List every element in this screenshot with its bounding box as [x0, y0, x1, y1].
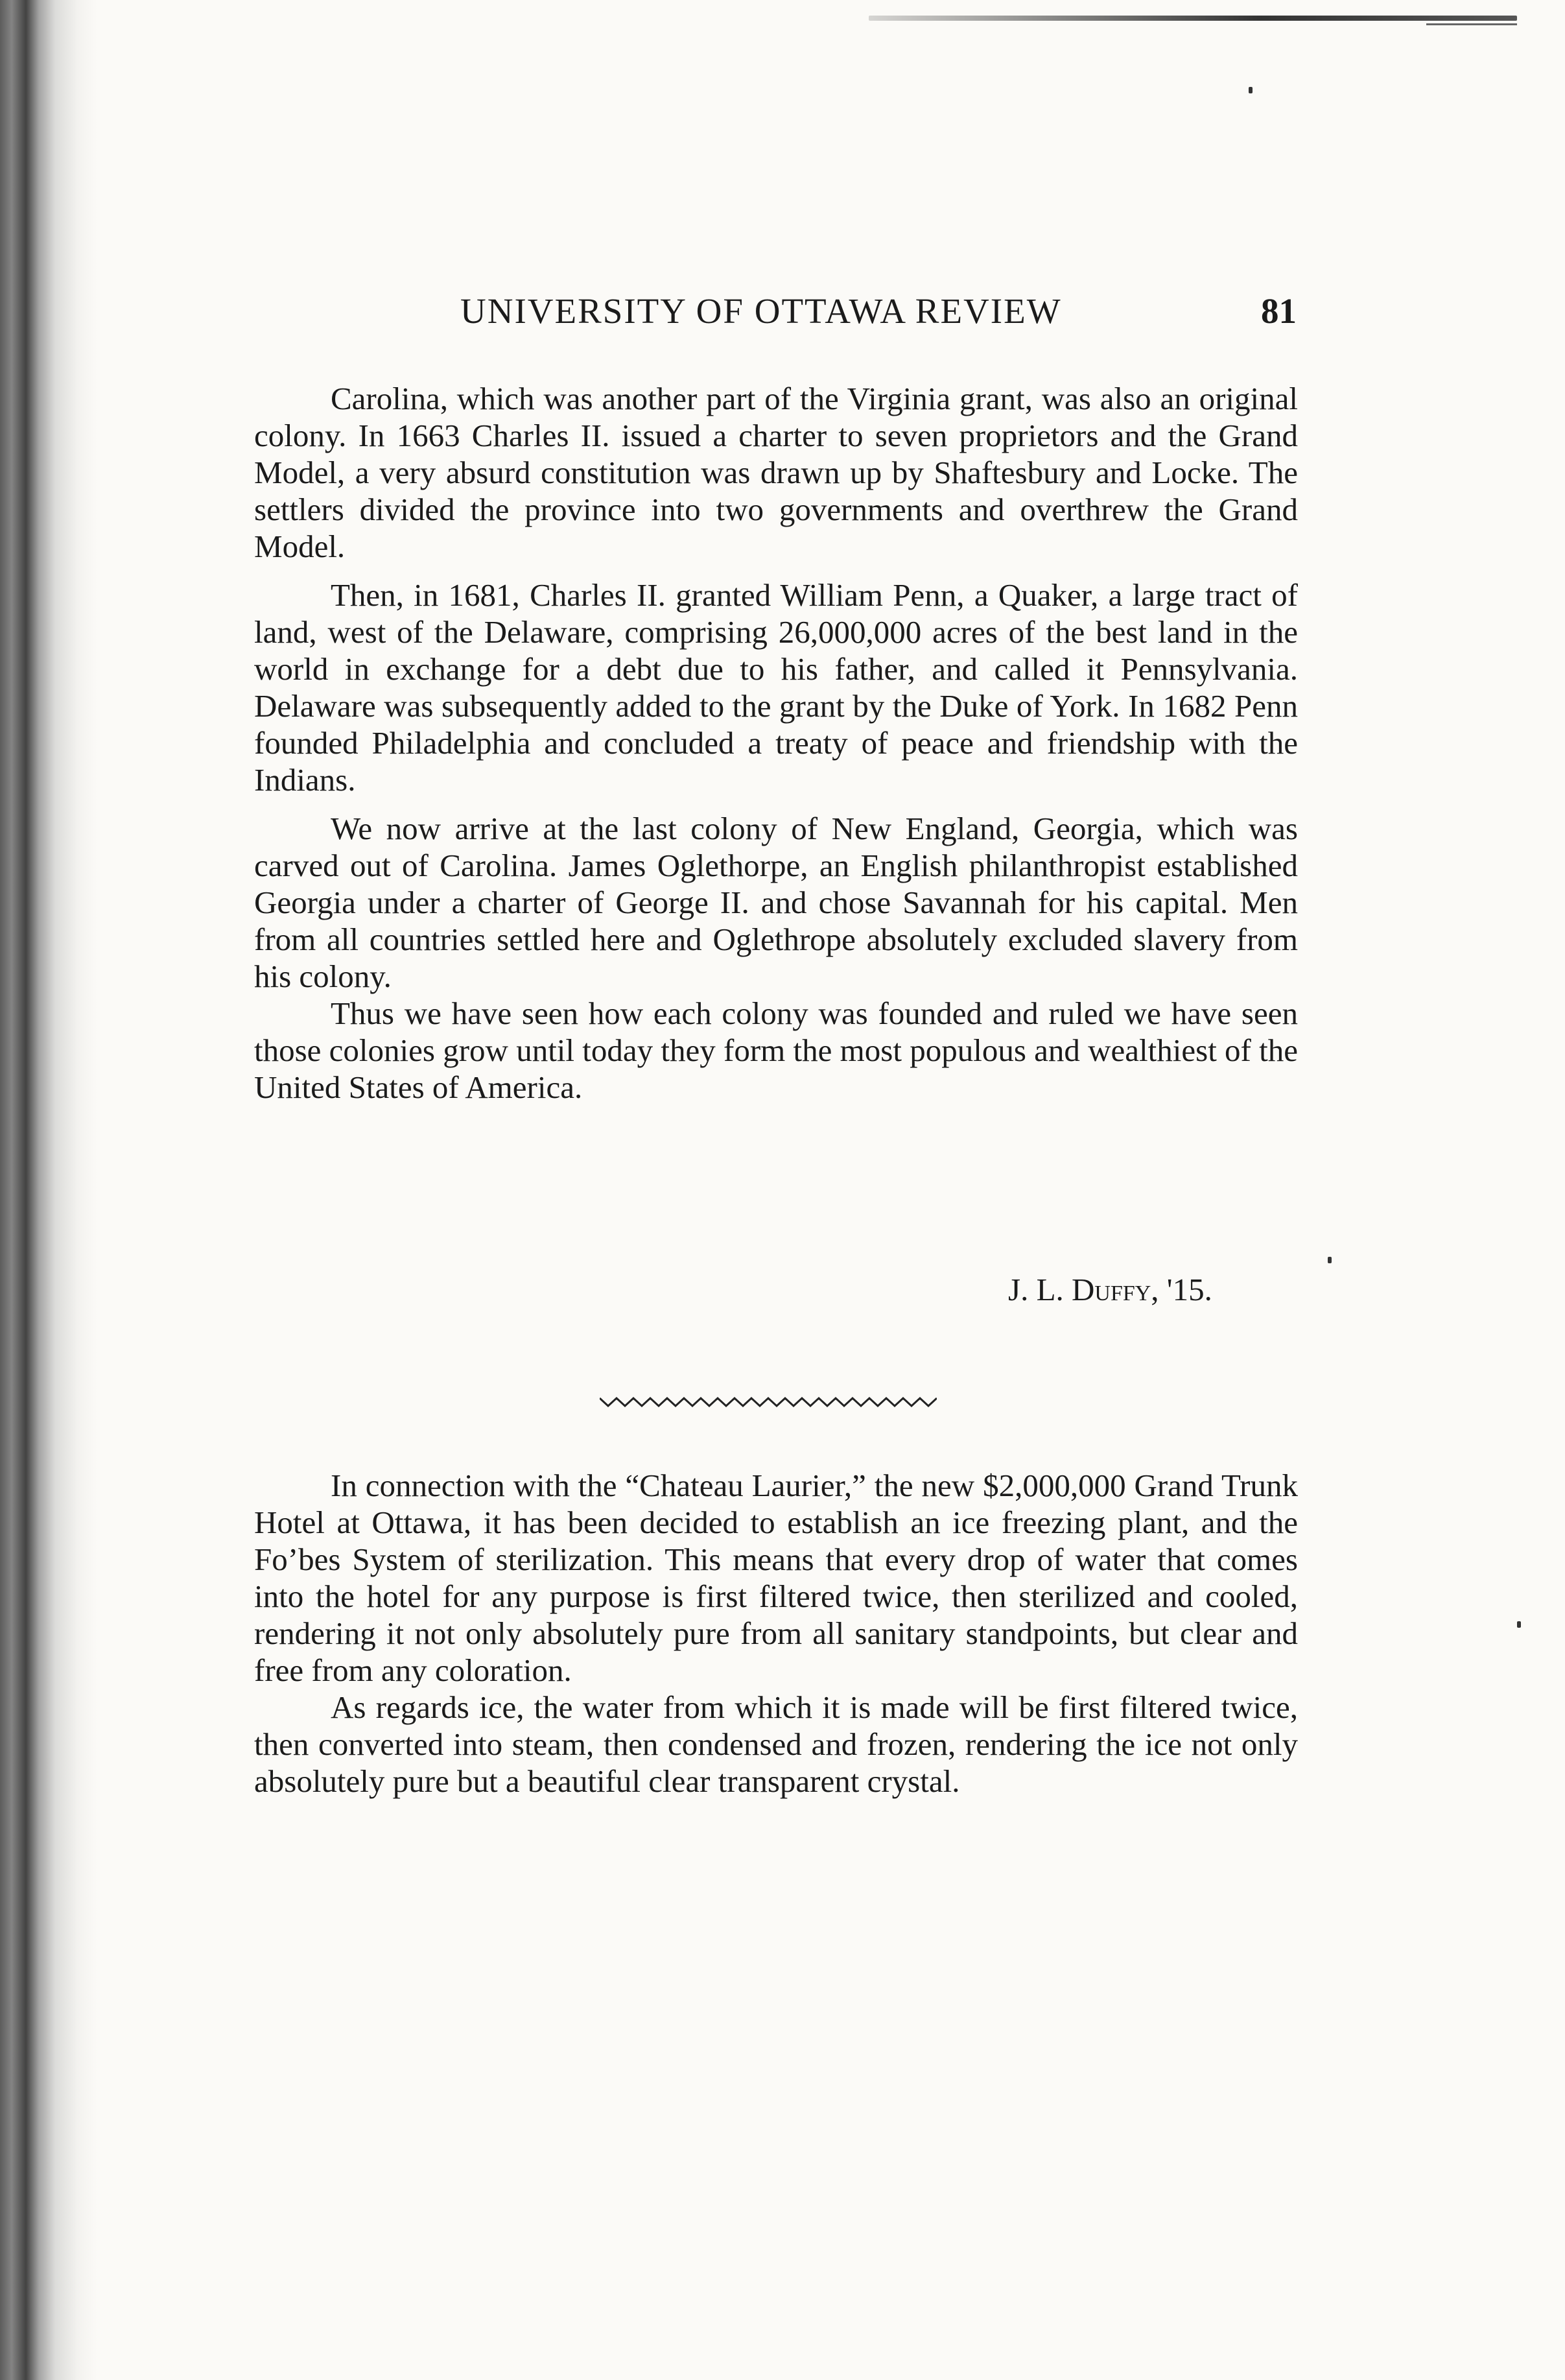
page-binding-edge [0, 0, 97, 2380]
article-paragraph: Then, in 1681, Charles II. granted William Penn, a Quaker, a large tract of land, west of the Delaware, comprising 26,000,000 acres of the best land in the world in exchange for a debt due to his father, and called it Pennsylvania. Delaware was subsequently added to the grant by the Duke of York. In 1682 Penn founded Philadelphia and concluded a treaty of peace and friendship with the Indians. [254, 577, 1298, 798]
scan-speck [1517, 1621, 1521, 1628]
scan-speck [1249, 87, 1253, 93]
article-paragraph: We now arrive at the last colony of New England, Georgia, which was carved out of Carolina. James Oglethorpe, an English philanthropist established Georgia under a charter of George II. and chose Savannah for his capital. Men from all countries settled here and Oglethrope absolutely excluded slavery from his colony. [254, 811, 1298, 994]
notice-paragraph: In connection with the “Chateau Laurier,” the new $2,000,000 Grand Trunk Hotel at Ottawa, it has been decided to establish an ice freezing plant, and the Fo’bes System of sterilization. This means that every drop of water that comes into the hotel for any purpose is first filtered twice, then sterilized and cooled, rendering it not only absolutely pure from all sanitary standpoints, but clear and free from any coloration. [254, 1468, 1298, 1688]
wavy-divider [600, 1394, 937, 1410]
article-paragraph: Thus we have seen how each colony was founded and ruled we have seen those colonies grow until today they form the most populous and wealthiest of the United States of America. [254, 995, 1298, 1105]
article-paragraph: Carolina, which was another part of the Virginia grant, was also an original colony. In 1663 Charles II. issued a charter to seven proprietors and the Grand Model, a very absurd constitution was drawn up by Shaftesbury and Locke. The settlers divided the province into two governments and overthrew the Grand Model. [254, 381, 1298, 564]
scan-top-rule [869, 16, 1517, 21]
scan-speck [1328, 1257, 1332, 1263]
notice-body [254, 1467, 1298, 1800]
notice-paragraph: As regards ice, the water from which it is made will be first filtered twice, then converted into steam, then condensed and frozen, rendering the ice not only absolutely pure but a beautiful clear transparent crystal. [254, 1689, 1298, 1799]
article-body [254, 380, 1298, 1106]
page-number: 81 [1261, 291, 1297, 331]
page-header [331, 291, 1297, 342]
author-signature: J. L. Duffy, '15. [1008, 1272, 1212, 1307]
running-head: UNIVERSITY OF OTTAWA REVIEW [460, 291, 1062, 331]
scan-top-rule-thin [1426, 23, 1517, 25]
